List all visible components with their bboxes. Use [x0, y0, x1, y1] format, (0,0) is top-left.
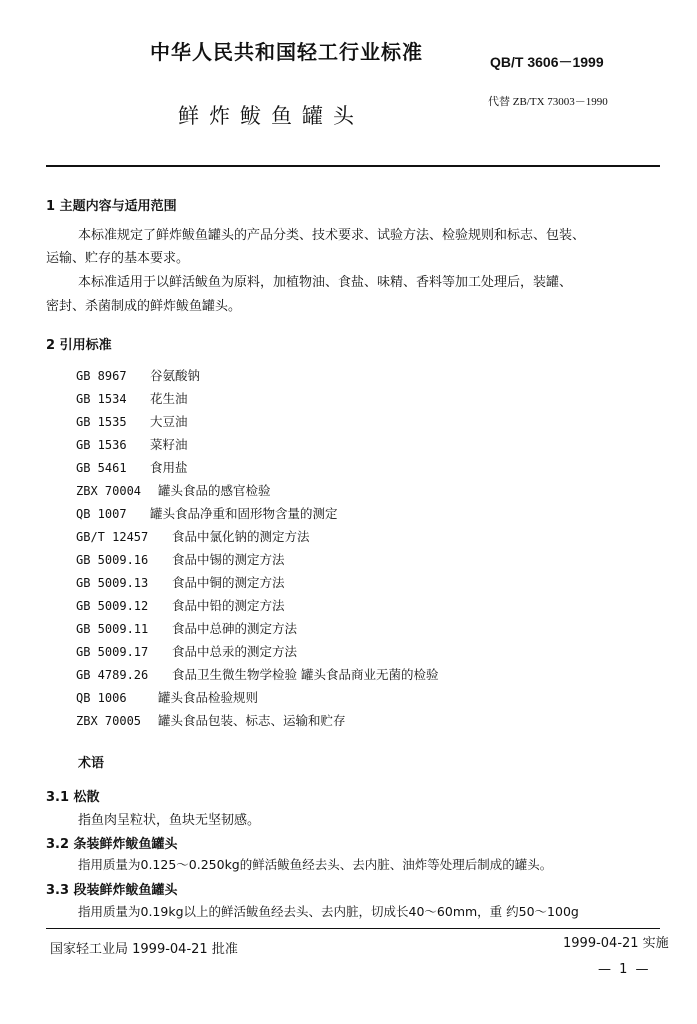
reference-name: 食品中铅的测定方法: [172, 598, 285, 613]
reference-code: GB 8967: [76, 369, 127, 383]
reference-name: 食品中总汞的测定方法: [172, 644, 298, 659]
section-3-2-heading: 3.2 条装鲜炸鲅鱼罐头: [46, 837, 178, 852]
reference-name: 罐头食品包装、标志、运输和贮存: [158, 713, 346, 728]
reference-name: 罐头食品的感官检验: [158, 483, 271, 498]
reference-code: GB 5009.17: [76, 645, 149, 659]
document-title: 鲜炸鲅鱼罐头: [178, 104, 364, 128]
reference-code: QB 1006: [76, 691, 127, 705]
reference-item: [76, 688, 258, 706]
effective-date: 1999-04-21 实施: [563, 936, 669, 951]
reference-code: GB 5009.11: [76, 622, 149, 636]
reference-item: [76, 412, 188, 430]
reference-code: ZBX 70004: [76, 484, 142, 498]
footer-divider: [46, 928, 660, 929]
section-1-para-1-line-2: 运输、贮存的基本要求。: [46, 251, 190, 266]
header-divider: [46, 165, 660, 167]
reference-code: GB 1535: [76, 415, 127, 429]
reference-name: 食品中氯化钠的测定方法: [172, 529, 310, 544]
reference-item: [76, 550, 285, 568]
reference-item: [76, 573, 285, 591]
reference-item: [76, 481, 271, 499]
reference-item: [76, 389, 188, 407]
reference-name: 菜籽油: [150, 437, 188, 452]
reference-item: [76, 458, 188, 476]
section-2-heading: 2 引用标准: [46, 338, 112, 353]
reference-item: [76, 619, 297, 637]
section-3-3-heading: 3.3 段装鲜炸鲅鱼罐头: [46, 883, 178, 898]
reference-item: [76, 642, 297, 660]
reference-code: GB 1534: [76, 392, 127, 406]
section-1-heading: 1 主题内容与适用范围: [46, 199, 177, 214]
section-1-para-2-line-1: 本标准适用于以鲜活鲅鱼为原料，加植物油、食盐、味精、香料等加工处理后，装罐、: [78, 275, 573, 290]
reference-name: 食品中总砷的测定方法: [172, 621, 298, 636]
replaces-standard: 代替 ZB/TX 73003－1990: [488, 96, 608, 108]
section-1-para-1-line-1: 本标准规定了鲜炸鲅鱼罐头的产品分类、技术要求、试验方法、检验规则和标志、包装、: [78, 228, 586, 243]
section-3-1-heading: 3.1 松散: [46, 790, 100, 805]
reference-item: [76, 527, 310, 545]
page-number: — 1 —: [598, 962, 651, 977]
reference-code: GB 5461: [76, 461, 127, 475]
reference-code: GB 5009.16: [76, 553, 149, 567]
reference-item: [76, 665, 438, 683]
reference-item: [76, 366, 200, 384]
reference-item: [76, 435, 188, 453]
reference-code: GB/T 12457: [76, 530, 149, 544]
section-3-3-text: 指用质量为0.19kg以上的鲜活鲅鱼经去头、去内脏，切成长40～60mm，重 约50～100g: [78, 904, 579, 919]
reference-code: GB 1536: [76, 438, 127, 452]
approval-date: 国家轻工业局 1999-04-21 批准: [50, 942, 238, 957]
reference-code: ZBX 70005: [76, 714, 142, 728]
reference-name: 罐头食品净重和固形物含量的测定: [150, 506, 338, 521]
reference-code: GB 5009.13: [76, 576, 149, 590]
reference-item: [76, 711, 346, 729]
reference-code: GB 5009.12: [76, 599, 149, 613]
reference-name: 谷氨酸钠: [150, 368, 201, 383]
reference-item: [76, 596, 285, 614]
reference-name: 食品卫生微生物学检验 罐头食品商业无菌的检验: [172, 667, 439, 682]
reference-name: 食品中锡的测定方法: [172, 552, 285, 567]
reference-code: GB 4789.26: [76, 668, 149, 682]
reference-item: [76, 504, 338, 522]
issuing-organization: 中华人民共和国轻工行业标准: [150, 40, 423, 64]
reference-name: 花生油: [150, 391, 188, 406]
section-3-1-text: 指鱼肉呈粒状，鱼块无坚韧感。: [78, 813, 261, 828]
reference-name: 食用盐: [150, 460, 188, 475]
reference-name: 大豆油: [150, 414, 188, 429]
section-1-para-2-line-2: 密封、杀菌制成的鲜炸鲅鱼罐头。: [46, 299, 242, 314]
reference-code: QB 1007: [76, 507, 127, 521]
section-3-2-text: 指用质量为0.125～0.250kg的鲜活鲅鱼经去头、去内脏、油炸等处理后制成的罐头。: [78, 857, 553, 872]
section-3-heading: 术语: [78, 756, 105, 771]
reference-name: 食品中铜的测定方法: [172, 575, 285, 590]
standard-code: QB/T 3606－1999: [490, 54, 604, 70]
reference-name: 罐头食品检验规则: [158, 690, 259, 705]
